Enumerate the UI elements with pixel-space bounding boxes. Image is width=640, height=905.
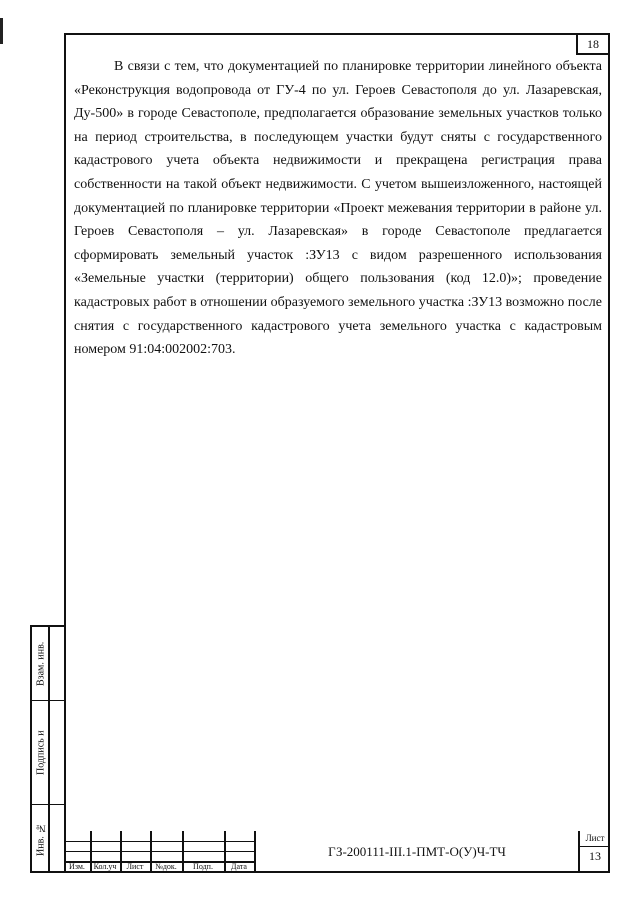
document-code: ГЗ-200111-III.1-ПМТ-О(У)Ч-ТЧ (328, 844, 506, 859)
side-label-sign: Подпись и (35, 730, 47, 776)
page-frame (64, 33, 610, 873)
col-ndok: №док. (155, 862, 177, 871)
side-label-vzam: Взам. инв. (35, 641, 47, 687)
sheet-box (578, 831, 610, 873)
sheet-label: Лист (580, 833, 610, 847)
col-izm: Изм. (69, 862, 85, 871)
col-data: Дата (231, 862, 247, 871)
main-paragraph: В связи с тем, что документацией по планировке территории линейного объекта «Реконструкция водопровода от ГУ-4 по ул. Героев Севастополя до ул. Лазаревская, Ду-500» в городе Севастополе, предполагается образование земельных участков только на период строительства, в последующем участки будут сняты с государственного кадастрового учета объекта недвижимости и прекращена регистрация права собственности на такой объект недвижимости. С учетом вышеизложенного, настоящей документацией по планировке территории «Проект межевания территории в районе ул. Героев Севастополя – ул. Лазаревская» в городе Севастополе предлагается сформировать земельный участок :ЗУ13 с видом разрешенного использования «Земельные участки (территории) общего пользования (код 12.0)»; проведение кадастровых работ в отношении образуемого земельного участка :ЗУ13 возможно после снятия с государственного кадастрового учета земельного участка с кадастровым номером 91:04:002002:703. (74, 59, 602, 358)
page-number: 18 (576, 33, 610, 55)
col-podp: Подп. (193, 862, 213, 871)
side-label-inv: Инв. № (35, 822, 47, 856)
title-block (64, 831, 610, 873)
col-list: Лист (126, 862, 144, 871)
col-kol-uch: Кол.уч (93, 862, 117, 871)
sheet-number: 13 (589, 849, 601, 863)
revision-labels (64, 862, 254, 873)
body-text (74, 55, 602, 362)
revision-grid (64, 831, 254, 873)
scan-edge-mark (0, 18, 3, 44)
side-stamp (30, 625, 66, 873)
